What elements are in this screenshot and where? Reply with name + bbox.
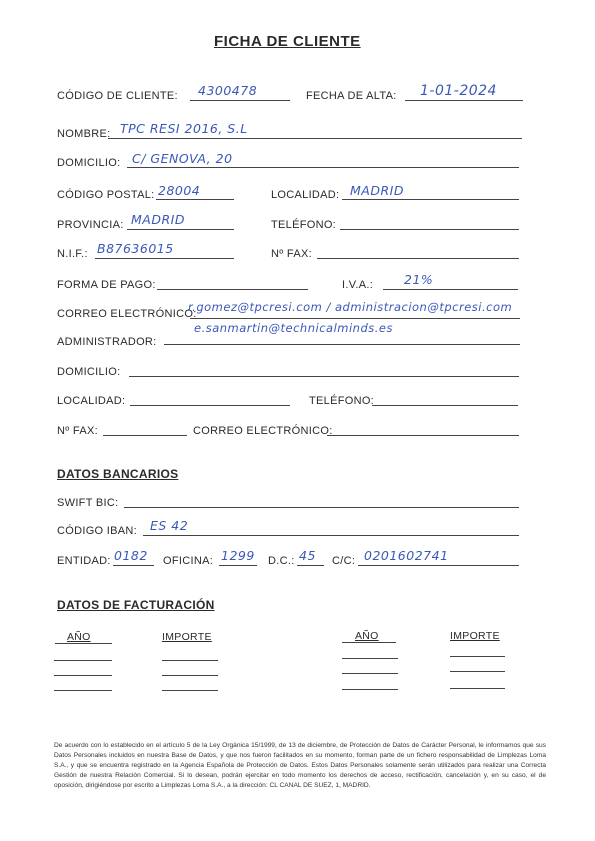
codigo-postal-label: CÓDIGO POSTAL: [57,189,155,201]
datos-facturacion-heading: DATOS DE FACTURACIÓN [57,598,215,612]
nif-value: B87636015 [97,241,174,256]
col-importe-1: IMPORTE [162,631,212,643]
codigo-postal-value: 28004 [158,183,201,198]
administrador-line [164,344,520,345]
fact-row-line [162,660,218,661]
cc-label: C/C: [332,555,356,567]
fact-row-line [54,675,112,676]
localidad-admin-line [130,405,290,406]
fact-row-line [450,671,505,672]
page-title: FICHA DE CLIENTE [214,33,361,50]
legal-notice: De acuerdo con lo establecido en el artículo 5 de la Ley Orgánica 15/1999, de 13 de diciembre, de Protección de Datos de Carácter Personal, le informamos que sus Datos Personales incluidos en nuestra Base de Datos, y que nos fueron facilitados en su momento, forman parte de un fichero responsabilidad de Limplezas Loma S.A., y que se encuentra registrado en la Agencia Española de Protección de Datos. Estos Datos Personales solamente serán utilizados para realizar una Correcta Gestión de nuestra Relación Comercial. Si lo desean, podrán ejercitar en todo momento los derechos de acceso, rectificación, cancelación y, en su caso, el de oposición, dirigiéndose por escrito a Limplezas Loma S.A., a la dirección: CL CANAL DE SUEZ, 1, MADRID. [54,742,546,789]
oficina-line [219,565,257,566]
entidad-line [113,565,154,566]
iva-line [383,289,518,290]
codigo-cliente-line [190,100,290,101]
fecha-alta-value: 1-01-2024 [420,83,497,99]
entidad-value: 0182 [114,548,148,563]
correo-value: r.gomez@tpcresi.com / administracion@tpcresi.com [188,300,513,314]
nombre-line [108,138,522,139]
fax-line [317,258,519,259]
forma-pago-line [157,289,308,290]
nombre-label: NOMBRE: [57,128,111,140]
fecha-alta-label: FECHA DE ALTA: [306,90,397,102]
iban-label: CÓDIGO IBAN: [57,525,137,537]
nombre-value: TPC RESI 2016, S.L [120,121,248,136]
iva-value: 21% [404,272,434,287]
correo-label: CORREO ELECTRÓNICO: [57,308,197,320]
nif-line [95,258,234,259]
fact-row-line [342,689,398,690]
fecha-alta-line [405,100,523,101]
dc-value: 45 [299,548,316,563]
swift-label: SWIFT BIC: [57,497,119,509]
fact-row-line [54,690,112,691]
localidad-value: MADRID [350,183,404,198]
localidad-admin-label: LOCALIDAD: [57,395,126,407]
telefono-line [340,229,519,230]
provincia-value: MADRID [131,212,185,227]
fact-row-line [450,688,505,689]
domicilio-admin-line [129,376,519,377]
correo-admin-label: CORREO ELECTRÓNICO: [193,425,333,437]
domicilio-line [127,167,519,168]
col-ano-2: AÑO [355,630,379,642]
col-importe-2: IMPORTE [450,630,500,642]
fax-admin-label: Nº FAX: [57,425,98,437]
codigo-cliente-label: CÓDIGO DE CLIENTE: [57,90,178,102]
col-ano-2-underline [342,642,396,643]
oficina-label: OFICINA: [163,555,214,567]
codigo-cliente-value: 4300478 [198,83,258,98]
fact-row-line [162,690,218,691]
datos-bancarios-heading: DATOS BANCARIOS [57,467,179,481]
fact-row-line [342,673,398,674]
dc-label: D.C.: [268,555,295,567]
dc-line [297,565,324,566]
iban-value: ES 42 [150,518,189,533]
correo-extra-value: e.sanmartin@technicalminds.es [194,321,393,335]
domicilio-label: DOMICILIO: [57,157,121,169]
iva-label: I.V.A.: [342,279,374,291]
codigo-postal-line [156,199,234,200]
swift-line [124,507,519,508]
col-ano-1-underline [55,643,112,644]
cc-line [358,565,519,566]
fact-row-line [342,658,398,659]
correo-admin-line [327,435,519,436]
telefono-admin-label: TELÉFONO: [309,395,375,407]
telefono-admin-line [372,405,518,406]
entidad-label: ENTIDAD: [57,555,111,567]
provincia-label: PROVINCIA: [57,219,124,231]
domicilio-admin-label: DOMICILIO: [57,366,121,378]
localidad-label: LOCALIDAD: [271,189,340,201]
correo-line [190,318,520,319]
forma-pago-label: FORMA DE PAGO: [57,279,156,291]
nif-label: N.I.F.: [57,248,88,260]
fax-admin-line [103,435,187,436]
administrador-label: ADMINISTRADOR: [57,336,157,348]
fact-row-line [450,656,505,657]
domicilio-value: C/ GENOVA, 20 [132,151,233,166]
cc-value: 0201602741 [364,548,449,563]
oficina-value: 1299 [221,548,255,563]
fact-row-line [54,660,112,661]
iban-line [143,535,519,536]
telefono-label: TELÉFONO: [271,219,337,231]
provincia-line [127,229,234,230]
fax-label: Nº FAX: [271,248,312,260]
localidad-line [342,199,519,200]
fact-row-line [162,675,218,676]
col-ano-1: AÑO [67,631,91,643]
